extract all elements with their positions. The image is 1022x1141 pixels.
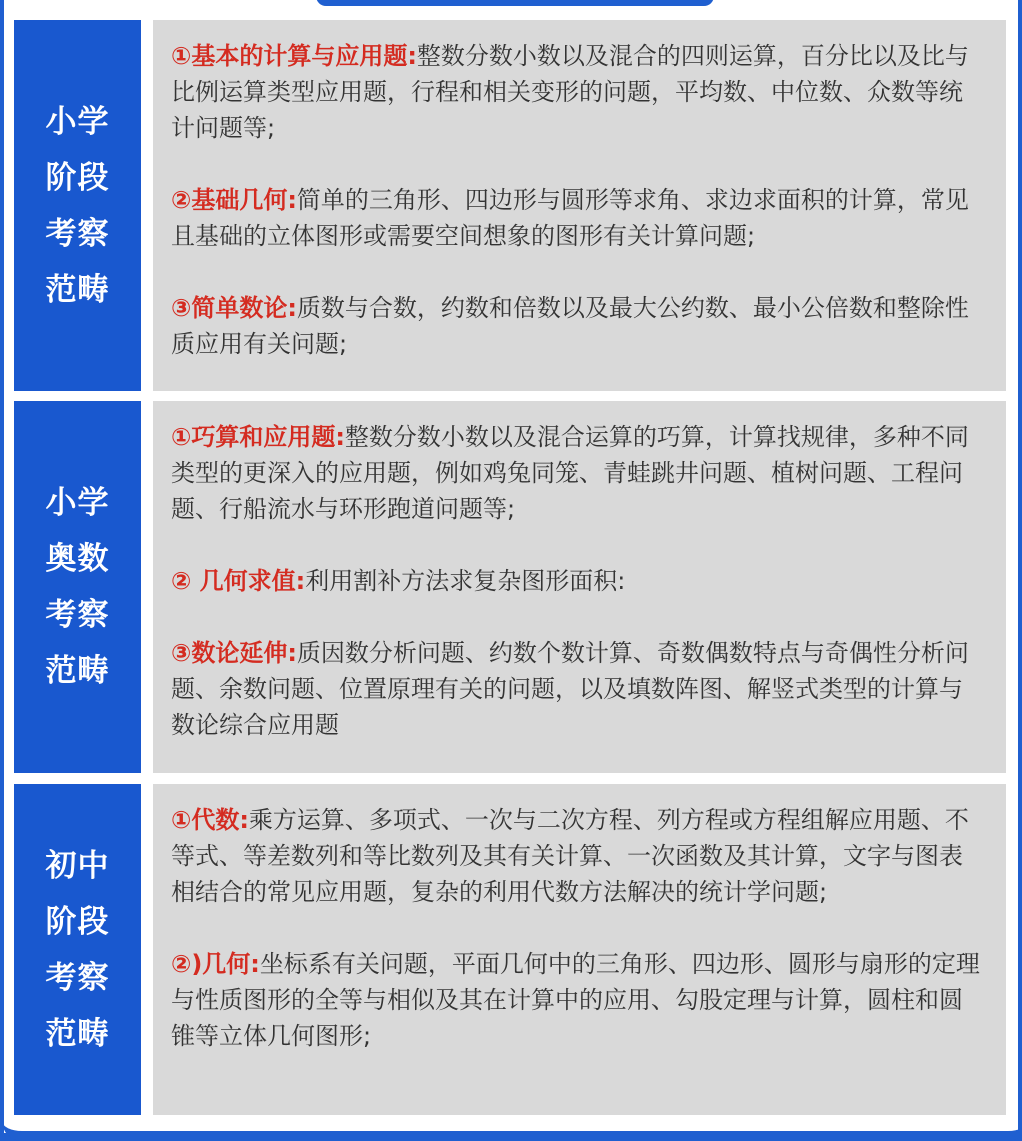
topic-body: 质因数分析问题、约数个数计算、奇数偶数特点与奇偶性分析问题、余数问题、位置原理有关的问题，以及填数阵图、解竖式类型的计算与数论综合应用题 (171, 639, 969, 739)
topic-item (171, 419, 986, 527)
topic-title: ①基本的计算与应用题: (171, 42, 417, 70)
topic-item (171, 635, 986, 743)
topic-body: 简单的三角形、四边形与圆形等求角、求边求面积的计算，常见且基础的立体图形或需要空间想象的图形有关计算问题; (171, 186, 969, 250)
section-middle-school (14, 784, 1006, 1115)
topic-title: ①代数: (171, 806, 249, 834)
section-label-box (14, 401, 141, 773)
topic-item (171, 946, 986, 1054)
top-tab-decoration (316, 0, 714, 6)
section-content (153, 784, 1006, 1115)
topic-item (171, 182, 986, 254)
topic-item (171, 563, 986, 599)
section-label-box (14, 20, 141, 391)
topic-item (171, 802, 986, 910)
topic-title: ①巧算和应用题: (171, 423, 345, 451)
section-label-box (14, 784, 141, 1115)
topic-body: 整数分数小数以及混合运算的巧算，计算找规律，多种不同类型的更深入的应用题，例如鸡兔同笼、青蛙跳井问题、植树问题、工程问题、行船流水与环形跑道问题等; (171, 423, 969, 523)
section-content (153, 20, 1006, 391)
section-primary-school (14, 20, 1006, 391)
topic-body: 乘方运算、多项式、一次与二次方程、列方程或方程组解应用题、不等式、等差数列和等比数列及其有关计算、一次函数及其计算，文字与图表相结合的常见应用题，复杂的利用代数方法解决的统计学问题; (171, 806, 969, 906)
section-label: 小学奥数考察范畴 (45, 485, 110, 689)
topic-title: ②)几何: (171, 950, 260, 978)
topic-body: 整数分数小数以及混合的四则运算，百分比以及比与比例运算类型应用题，行程和相关变形的问题，平均数、中位数、众数等统计问题等; (171, 42, 969, 142)
section-label: 初中阶段考察范畴 (45, 847, 110, 1052)
topic-body: 利用割补方法求复杂图形面积: (305, 567, 626, 595)
topic-title: ③简单数论: (171, 294, 297, 322)
section-label: 小学阶段考察范畴 (45, 103, 110, 308)
section-olympiad (14, 401, 1006, 773)
topic-title: ③数论延伸: (171, 639, 297, 667)
bottom-curve-decoration (2, 1115, 1022, 1141)
topic-item (171, 38, 986, 146)
topic-title: ②基础几何: (171, 186, 297, 214)
topic-title: ② 几何求值: (171, 567, 306, 595)
topic-item (171, 290, 986, 362)
topic-body: 质数与合数，约数和倍数以及最大公约数、最小公倍数和整除性质应用有关问题; (171, 294, 969, 358)
topic-body: 坐标系有关问题，平面几何中的三角形、四边形、圆形与扇形的定理与性质图形的全等与相似及其在计算中的应用、勾股定理与计算，圆柱和圆锥等立体几何图形; (171, 950, 980, 1050)
section-content (153, 401, 1006, 773)
